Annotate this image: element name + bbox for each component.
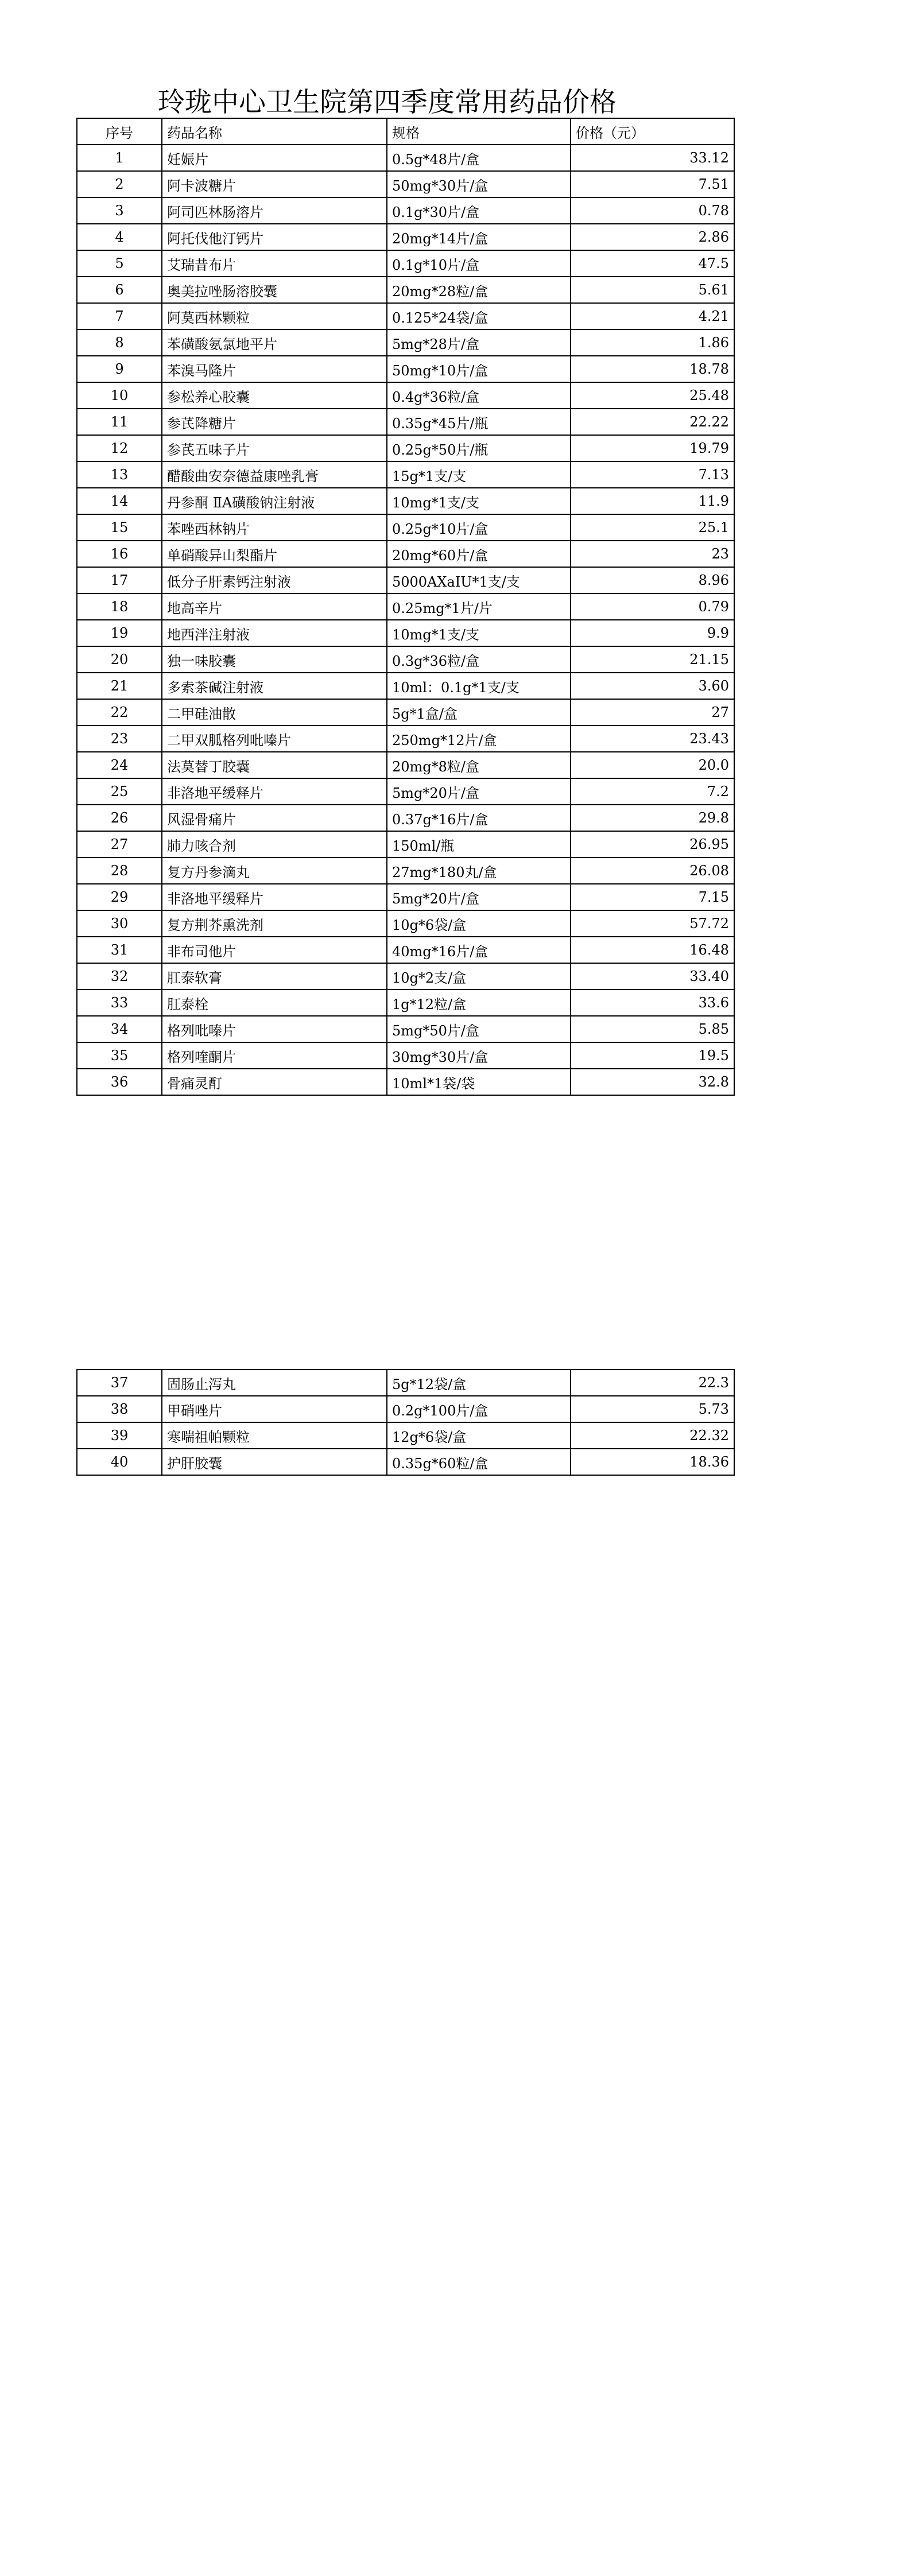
row-index: 22	[77, 699, 162, 726]
row-index: 2	[77, 171, 162, 197]
drug-spec: 10mg*1支/支	[387, 488, 571, 514]
drug-price: 4.21	[571, 303, 734, 329]
drug-price: 18.78	[571, 356, 734, 382]
drug-price: 8.96	[571, 567, 734, 593]
drug-price: 2.86	[571, 224, 734, 250]
table-row	[77, 250, 734, 277]
row-index: 27	[77, 831, 162, 858]
drug-spec: 0.4g*36粒/盒	[387, 382, 571, 409]
row-index: 37	[77, 1370, 162, 1396]
drug-price: 9.9	[571, 620, 734, 646]
drug-price: 11.9	[571, 488, 734, 514]
row-index: 14	[77, 488, 162, 514]
row-index: 23	[77, 726, 162, 752]
header-drug-name: 药品名称	[162, 118, 387, 145]
row-index: 32	[77, 963, 162, 990]
drug-price: 16.48	[571, 937, 734, 963]
drug-spec: 5mg*20片/盒	[387, 884, 571, 910]
drug-price: 26.08	[571, 858, 734, 884]
drug-name: 固肠止泻丸	[162, 1370, 387, 1396]
table-row	[77, 726, 734, 752]
table-row	[77, 910, 734, 937]
drug-price: 33.6	[571, 990, 734, 1016]
drug-name: 艾瑞昔布片	[162, 250, 387, 277]
row-index: 29	[77, 884, 162, 910]
drug-spec: 15g*1支/支	[387, 461, 571, 488]
drug-name: 醋酸曲安奈德益康唑乳膏	[162, 461, 387, 488]
drug-spec: 0.35g*45片/瓶	[387, 409, 571, 435]
row-index: 35	[77, 1042, 162, 1069]
row-index: 24	[77, 752, 162, 778]
drug-price: 7.15	[571, 884, 734, 910]
drug-name: 复方荆芥熏洗剂	[162, 910, 387, 937]
drug-spec: 40mg*16片/盒	[387, 937, 571, 963]
row-index: 40	[77, 1449, 162, 1475]
row-index: 12	[77, 435, 162, 461]
row-index: 33	[77, 990, 162, 1016]
drug-name: 肛泰栓	[162, 990, 387, 1016]
table-row	[77, 1042, 734, 1069]
row-index: 25	[77, 778, 162, 805]
drug-price: 23	[571, 541, 734, 567]
drug-spec: 20mg*8粒/盒	[387, 752, 571, 778]
drug-name: 骨痛灵酊	[162, 1069, 387, 1095]
drug-spec: 12g*6袋/盒	[387, 1422, 571, 1449]
table-row	[77, 329, 734, 356]
drug-name: 妊娠片	[162, 145, 387, 171]
table-row	[77, 461, 734, 488]
drug-price: 0.79	[571, 593, 734, 620]
drug-spec: 5mg*28片/盒	[387, 329, 571, 356]
drug-name: 苯溴马隆片	[162, 356, 387, 382]
table-header-row	[77, 118, 734, 145]
table-row	[77, 593, 734, 620]
row-index: 15	[77, 514, 162, 541]
header-index: 序号	[77, 118, 162, 145]
drug-price: 19.79	[571, 435, 734, 461]
drug-spec: 5mg*50片/盒	[387, 1016, 571, 1042]
drug-price: 21.15	[571, 646, 734, 673]
drug-name: 非洛地平缓释片	[162, 884, 387, 910]
row-index: 19	[77, 620, 162, 646]
table-row	[77, 224, 734, 250]
drug-spec: 1g*12粒/盒	[387, 990, 571, 1016]
drug-name: 地高辛片	[162, 593, 387, 620]
row-index: 7	[77, 303, 162, 329]
drug-name: 苯唑西林钠片	[162, 514, 387, 541]
drug-name: 丹参酮 ⅡA磺酸钠注射液	[162, 488, 387, 514]
drug-spec: 0.2g*100片/盒	[387, 1396, 571, 1422]
drug-spec: 50mg*10片/盒	[387, 356, 571, 382]
header-spec: 规格	[387, 118, 571, 145]
drug-price: 33.40	[571, 963, 734, 990]
drug-spec: 20mg*14片/盒	[387, 224, 571, 250]
drug-name: 阿司匹林肠溶片	[162, 197, 387, 224]
row-index: 20	[77, 646, 162, 673]
drug-name: 肛泰软膏	[162, 963, 387, 990]
drug-price: 1.86	[571, 329, 734, 356]
drug-name: 阿卡波糖片	[162, 171, 387, 197]
drug-name: 单硝酸异山梨酯片	[162, 541, 387, 567]
drug-price: 19.5	[571, 1042, 734, 1069]
drug-price: 5.61	[571, 277, 734, 303]
drug-price: 26.95	[571, 831, 734, 858]
row-index: 34	[77, 1016, 162, 1042]
row-index: 30	[77, 910, 162, 937]
table-row	[77, 145, 734, 171]
drug-spec: 27mg*180丸/盒	[387, 858, 571, 884]
drug-spec: 0.25g*50片/瓶	[387, 435, 571, 461]
row-index: 26	[77, 805, 162, 831]
drug-price: 5.73	[571, 1396, 734, 1422]
table-row	[77, 937, 734, 963]
drug-price: 7.51	[571, 171, 734, 197]
table-row	[77, 171, 734, 197]
table-row	[77, 699, 734, 726]
drug-price: 33.12	[571, 145, 734, 171]
drug-name: 肺力咳合剂	[162, 831, 387, 858]
row-index: 6	[77, 277, 162, 303]
drug-price: 7.13	[571, 461, 734, 488]
drug-name: 法莫替丁胶囊	[162, 752, 387, 778]
table-row	[77, 778, 734, 805]
table-row	[77, 1016, 734, 1042]
row-index: 9	[77, 356, 162, 382]
drug-name: 风湿骨痛片	[162, 805, 387, 831]
drug-spec: 0.1g*30片/盒	[387, 197, 571, 224]
drug-price: 20.0	[571, 752, 734, 778]
drug-spec: 5g*1盒/盒	[387, 699, 571, 726]
row-index: 21	[77, 673, 162, 699]
drug-name: 复方丹参滴丸	[162, 858, 387, 884]
drug-spec: 0.5g*48片/盒	[387, 145, 571, 171]
table-row	[77, 752, 734, 778]
table-row	[77, 514, 734, 541]
row-index: 13	[77, 461, 162, 488]
drug-name: 参芪五味子片	[162, 435, 387, 461]
row-index: 31	[77, 937, 162, 963]
drug-spec: 20mg*28粒/盒	[387, 277, 571, 303]
row-index: 39	[77, 1422, 162, 1449]
drug-price: 22.32	[571, 1422, 734, 1449]
table-row	[77, 488, 734, 514]
table-row	[77, 541, 734, 567]
drug-spec: 5g*12袋/盒	[387, 1370, 571, 1396]
drug-spec: 50mg*30片/盒	[387, 171, 571, 197]
table-row	[77, 805, 734, 831]
drug-name: 参芪降糖片	[162, 409, 387, 435]
row-index: 10	[77, 382, 162, 409]
drug-spec: 250mg*12片/盒	[387, 726, 571, 752]
header-price: 价格（元）	[571, 118, 734, 145]
drug-price: 18.36	[571, 1449, 734, 1475]
drug-price: 22.3	[571, 1370, 734, 1396]
drug-price: 25.1	[571, 514, 734, 541]
drug-name: 低分子肝素钙注射液	[162, 567, 387, 593]
drug-spec: 10ml：0.1g*1支/支	[387, 673, 571, 699]
row-index: 4	[77, 224, 162, 250]
row-index: 17	[77, 567, 162, 593]
row-index: 36	[77, 1069, 162, 1095]
drug-spec: 0.3g*36粒/盒	[387, 646, 571, 673]
drug-spec: 10mg*1支/支	[387, 620, 571, 646]
drug-name: 阿莫西林颗粒	[162, 303, 387, 329]
drug-name: 非布司他片	[162, 937, 387, 963]
drug-price: 47.5	[571, 250, 734, 277]
drug-price: 57.72	[571, 910, 734, 937]
table-row	[77, 409, 734, 435]
table-row	[77, 277, 734, 303]
drug-name: 甲硝唑片	[162, 1396, 387, 1422]
table-row	[77, 963, 734, 990]
drug-price: 22.22	[571, 409, 734, 435]
drug-spec: 5000AXaIU*1支/支	[387, 567, 571, 593]
row-index: 18	[77, 593, 162, 620]
table-row	[77, 435, 734, 461]
drug-price: 25.48	[571, 382, 734, 409]
drug-name: 独一味胶囊	[162, 646, 387, 673]
drug-name: 地西泮注射液	[162, 620, 387, 646]
table-row	[77, 356, 734, 382]
drug-name: 二甲硅油散	[162, 699, 387, 726]
table-row	[77, 1069, 734, 1095]
drug-price: 0.78	[571, 197, 734, 224]
drug-name: 二甲双胍格列吡嗪片	[162, 726, 387, 752]
table-row	[77, 620, 734, 646]
table-row	[77, 567, 734, 593]
row-index: 5	[77, 250, 162, 277]
drug-price: 23.43	[571, 726, 734, 752]
drug-name: 格列喹酮片	[162, 1042, 387, 1069]
drug-spec: 0.1g*10片/盒	[387, 250, 571, 277]
table-row	[77, 303, 734, 329]
row-index: 1	[77, 145, 162, 171]
drug-spec: 5mg*20片/盒	[387, 778, 571, 805]
drug-price: 3.60	[571, 673, 734, 699]
row-index: 3	[77, 197, 162, 224]
drug-name: 阿托伐他汀钙片	[162, 224, 387, 250]
table-row	[77, 858, 734, 884]
drug-name: 寒喘祖帕颗粒	[162, 1422, 387, 1449]
drug-spec: 30mg*30片/盒	[387, 1042, 571, 1069]
row-index: 11	[77, 409, 162, 435]
table-row	[77, 1449, 734, 1475]
drug-name: 护肝胶囊	[162, 1449, 387, 1475]
table-row	[77, 1370, 734, 1396]
drug-spec: 0.35g*60粒/盒	[387, 1449, 571, 1475]
table-row	[77, 382, 734, 409]
drug-spec: 0.37g*16片/盒	[387, 805, 571, 831]
drug-price: 32.8	[571, 1069, 734, 1095]
table-row	[77, 646, 734, 673]
table-row	[77, 1396, 734, 1422]
drug-name: 非洛地平缓释片	[162, 778, 387, 805]
drug-spec: 150ml/瓶	[387, 831, 571, 858]
drug-name: 格列吡嗪片	[162, 1016, 387, 1042]
drug-name: 苯磺酸氨氯地平片	[162, 329, 387, 356]
row-index: 28	[77, 858, 162, 884]
drug-name: 奥美拉唑肠溶胶囊	[162, 277, 387, 303]
drug-spec: 0.25mg*1片/片	[387, 593, 571, 620]
table-row	[77, 1422, 734, 1449]
drug-spec: 10g*6袋/盒	[387, 910, 571, 937]
drug-price: 5.85	[571, 1016, 734, 1042]
drug-spec: 0.25g*10片/盒	[387, 514, 571, 541]
drug-spec: 20mg*60片/盒	[387, 541, 571, 567]
row-index: 8	[77, 329, 162, 356]
page-title: 玲珑中心卫生院第四季度常用药品价格	[158, 87, 617, 118]
drug-name: 多索茶碱注射液	[162, 673, 387, 699]
table-row	[77, 990, 734, 1016]
drug-price: 27	[571, 699, 734, 726]
price-table	[76, 118, 735, 1096]
drug-price: 29.8	[571, 805, 734, 831]
table-row	[77, 673, 734, 699]
table-row	[77, 831, 734, 858]
drug-price: 7.2	[571, 778, 734, 805]
price-table-continued	[76, 1369, 735, 1476]
drug-name: 参松养心胶囊	[162, 382, 387, 409]
row-index: 38	[77, 1396, 162, 1422]
drug-spec: 10ml*1袋/袋	[387, 1069, 571, 1095]
drug-spec: 10g*2支/盒	[387, 963, 571, 990]
table-row	[77, 197, 734, 224]
drug-spec: 0.125*24袋/盒	[387, 303, 571, 329]
table-row	[77, 884, 734, 910]
row-index: 16	[77, 541, 162, 567]
